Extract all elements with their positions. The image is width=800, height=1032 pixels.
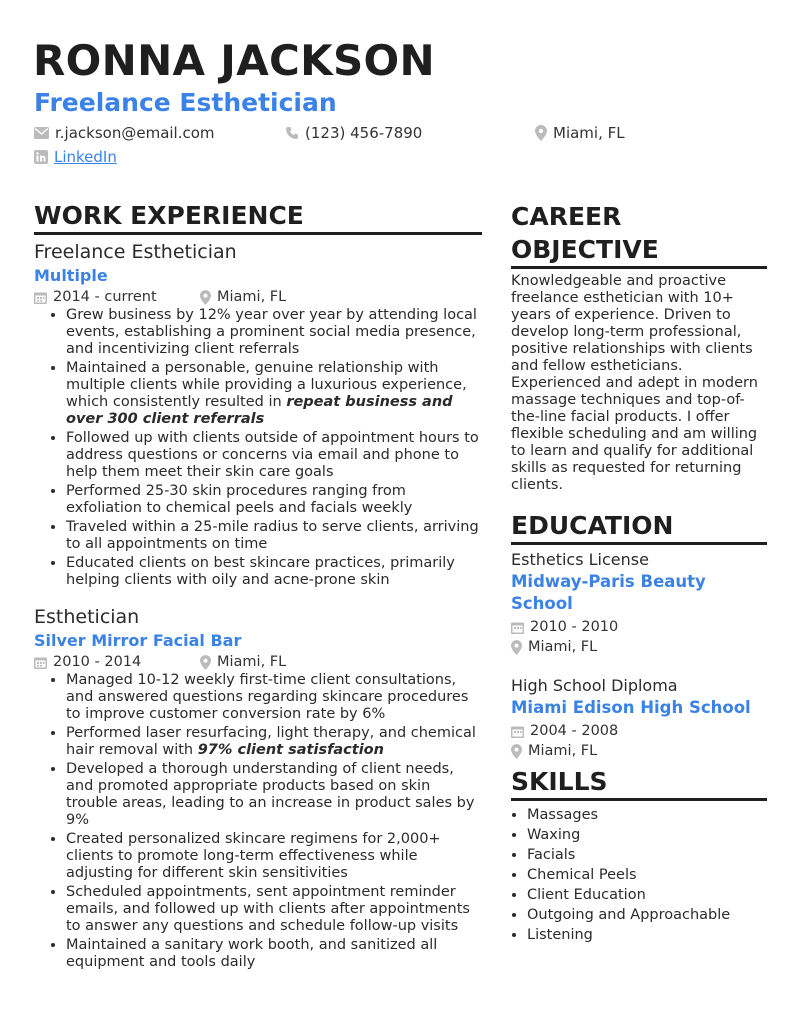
work-experience-heading: WORK EXPERIENCE xyxy=(34,200,482,235)
job-entry xyxy=(34,240,484,589)
list-item: • Performed laser resurfacing, light therapy, and chemical hair removal with 97% client satisfaction xyxy=(66,725,484,759)
calendar-icon xyxy=(34,656,47,669)
job-entry xyxy=(34,605,484,971)
job-company: Multiple xyxy=(34,266,108,285)
education-location: Miami, FL xyxy=(511,637,767,657)
skill-item: • Outgoing and Approachable xyxy=(527,905,783,925)
degree-title: Esthetics License xyxy=(511,550,649,569)
calendar-icon xyxy=(511,725,524,738)
education-entry xyxy=(511,549,767,657)
career-objective-heading: CAREER OBJECTIVE xyxy=(511,200,767,269)
list-item: • Followed up with clients outside of appointment hours to address questions or concerns via email and phone to help them meet their skin care goals xyxy=(66,430,484,481)
candidate-title: Freelance Esthetician xyxy=(34,88,337,117)
job-dates: 2014 - current xyxy=(53,289,157,305)
skill-item: • Waxing xyxy=(527,825,783,845)
calendar-icon xyxy=(34,291,47,304)
highlight-text: repeat business and over 300 client referrals xyxy=(66,394,453,427)
education-section xyxy=(511,549,767,761)
list-item: • Educated clients on best skincare practices, primarily helping clients with oily and acne-prone skin xyxy=(66,555,484,589)
job-meta xyxy=(34,652,484,672)
list-item: • Performed 25-30 skin procedures ranging from exfoliation to chemical peels and facials weekly xyxy=(66,483,484,517)
list-item: • Grew business by 12% year over year by attending local events, establishing a prominent social media presence, and incentivizing client referrals xyxy=(66,307,484,358)
job-meta xyxy=(34,287,484,307)
job-bullets xyxy=(34,672,484,971)
skills-heading: SKILLS xyxy=(511,766,767,801)
location-text: Miami, FL xyxy=(553,124,625,142)
list-item: • Managed 10-12 weekly first-time client consultations, and answered questions regarding skincare procedures to improve customer conversion rate by 6% xyxy=(66,672,484,723)
map-pin-icon xyxy=(535,125,547,141)
list-item: • Developed a thorough understanding of client needs, and promoted appropriate products based on skin trouble areas, leading to an increase in product sales by 9% xyxy=(66,761,484,829)
job-location: Miami, FL xyxy=(217,289,287,305)
skill-item: • Client Education xyxy=(527,885,783,905)
job-title: Esthetician xyxy=(34,606,140,628)
degree-title: High School Diploma xyxy=(511,676,678,695)
calendar-icon xyxy=(511,621,524,634)
envelope-icon xyxy=(34,127,49,139)
contact-phone xyxy=(285,123,422,143)
linkedin-link[interactable]: LinkedIn xyxy=(54,148,117,166)
list-item: • Maintained a sanitary work booth, and sanitized all equipment and tools daily xyxy=(66,937,484,971)
school-name: Miami Edison High School xyxy=(511,698,751,717)
education-location: Miami, FL xyxy=(511,741,767,761)
education-dates: 2004 - 2008 xyxy=(511,721,767,741)
job-company: Silver Mirror Facial Bar xyxy=(34,631,242,650)
map-pin-icon xyxy=(511,640,522,655)
map-pin-icon xyxy=(200,655,211,670)
school-name: Midway-Paris Beauty School xyxy=(511,572,706,613)
email-text: r.jackson@email.com xyxy=(55,124,215,142)
skill-item: • Facials xyxy=(527,845,783,865)
contact-email xyxy=(34,123,215,143)
highlight-text: 97% client satisfaction xyxy=(197,742,384,758)
education-heading: EDUCATION xyxy=(511,510,767,545)
skill-item: • Chemical Peels xyxy=(527,865,783,885)
map-pin-icon xyxy=(511,744,522,759)
work-experience-section xyxy=(34,240,484,973)
education-dates: 2010 - 2010 xyxy=(511,617,767,637)
phone-text: (123) 456-7890 xyxy=(305,124,423,142)
job-bullets xyxy=(34,307,484,589)
skill-item: • Massages xyxy=(527,805,783,825)
skills-list xyxy=(511,805,783,945)
list-item: • Scheduled appointments, sent appointment reminder emails, and followed up with clients after appointments to answer any questions and schedule follow-up visits xyxy=(66,884,484,935)
skill-item: • Listening xyxy=(527,925,783,945)
linkedin-icon xyxy=(34,150,48,164)
career-objective-text: Knowledgeable and proactive freelance esthetician with 10+ years of experience. Driven to develop long-term professional, positive relationships with clients and fellow estheticians. Experienced and adept in modern massage techniques and top-of-the-line facial products. I offer flexible scheduling and am willing to learn and qualify for additional skills as requested for returning clients. xyxy=(511,273,758,493)
phone-icon xyxy=(285,126,299,140)
education-entry xyxy=(511,675,767,761)
list-item: • Maintained a personable, genuine relationship with multiple clients while providing a luxurious experience, which consistently resulted in repeat business and over 300 client referrals xyxy=(66,360,484,428)
list-item: • Created personalized skincare regimens for 2,000+ clients to promote long-term effectiveness while adjusting for different skin sensitivities xyxy=(66,831,484,882)
candidate-name: RONNA JACKSON xyxy=(33,36,435,85)
list-item: • Traveled within a 25-mile radius to serve clients, arriving to all appointments on time xyxy=(66,519,484,553)
contact-linkedin xyxy=(34,147,117,167)
contact-location xyxy=(535,123,625,143)
job-dates: 2010 - 2014 xyxy=(53,654,142,670)
job-location: Miami, FL xyxy=(217,654,287,670)
map-pin-icon xyxy=(200,290,211,305)
job-title: Freelance Esthetician xyxy=(34,241,237,263)
